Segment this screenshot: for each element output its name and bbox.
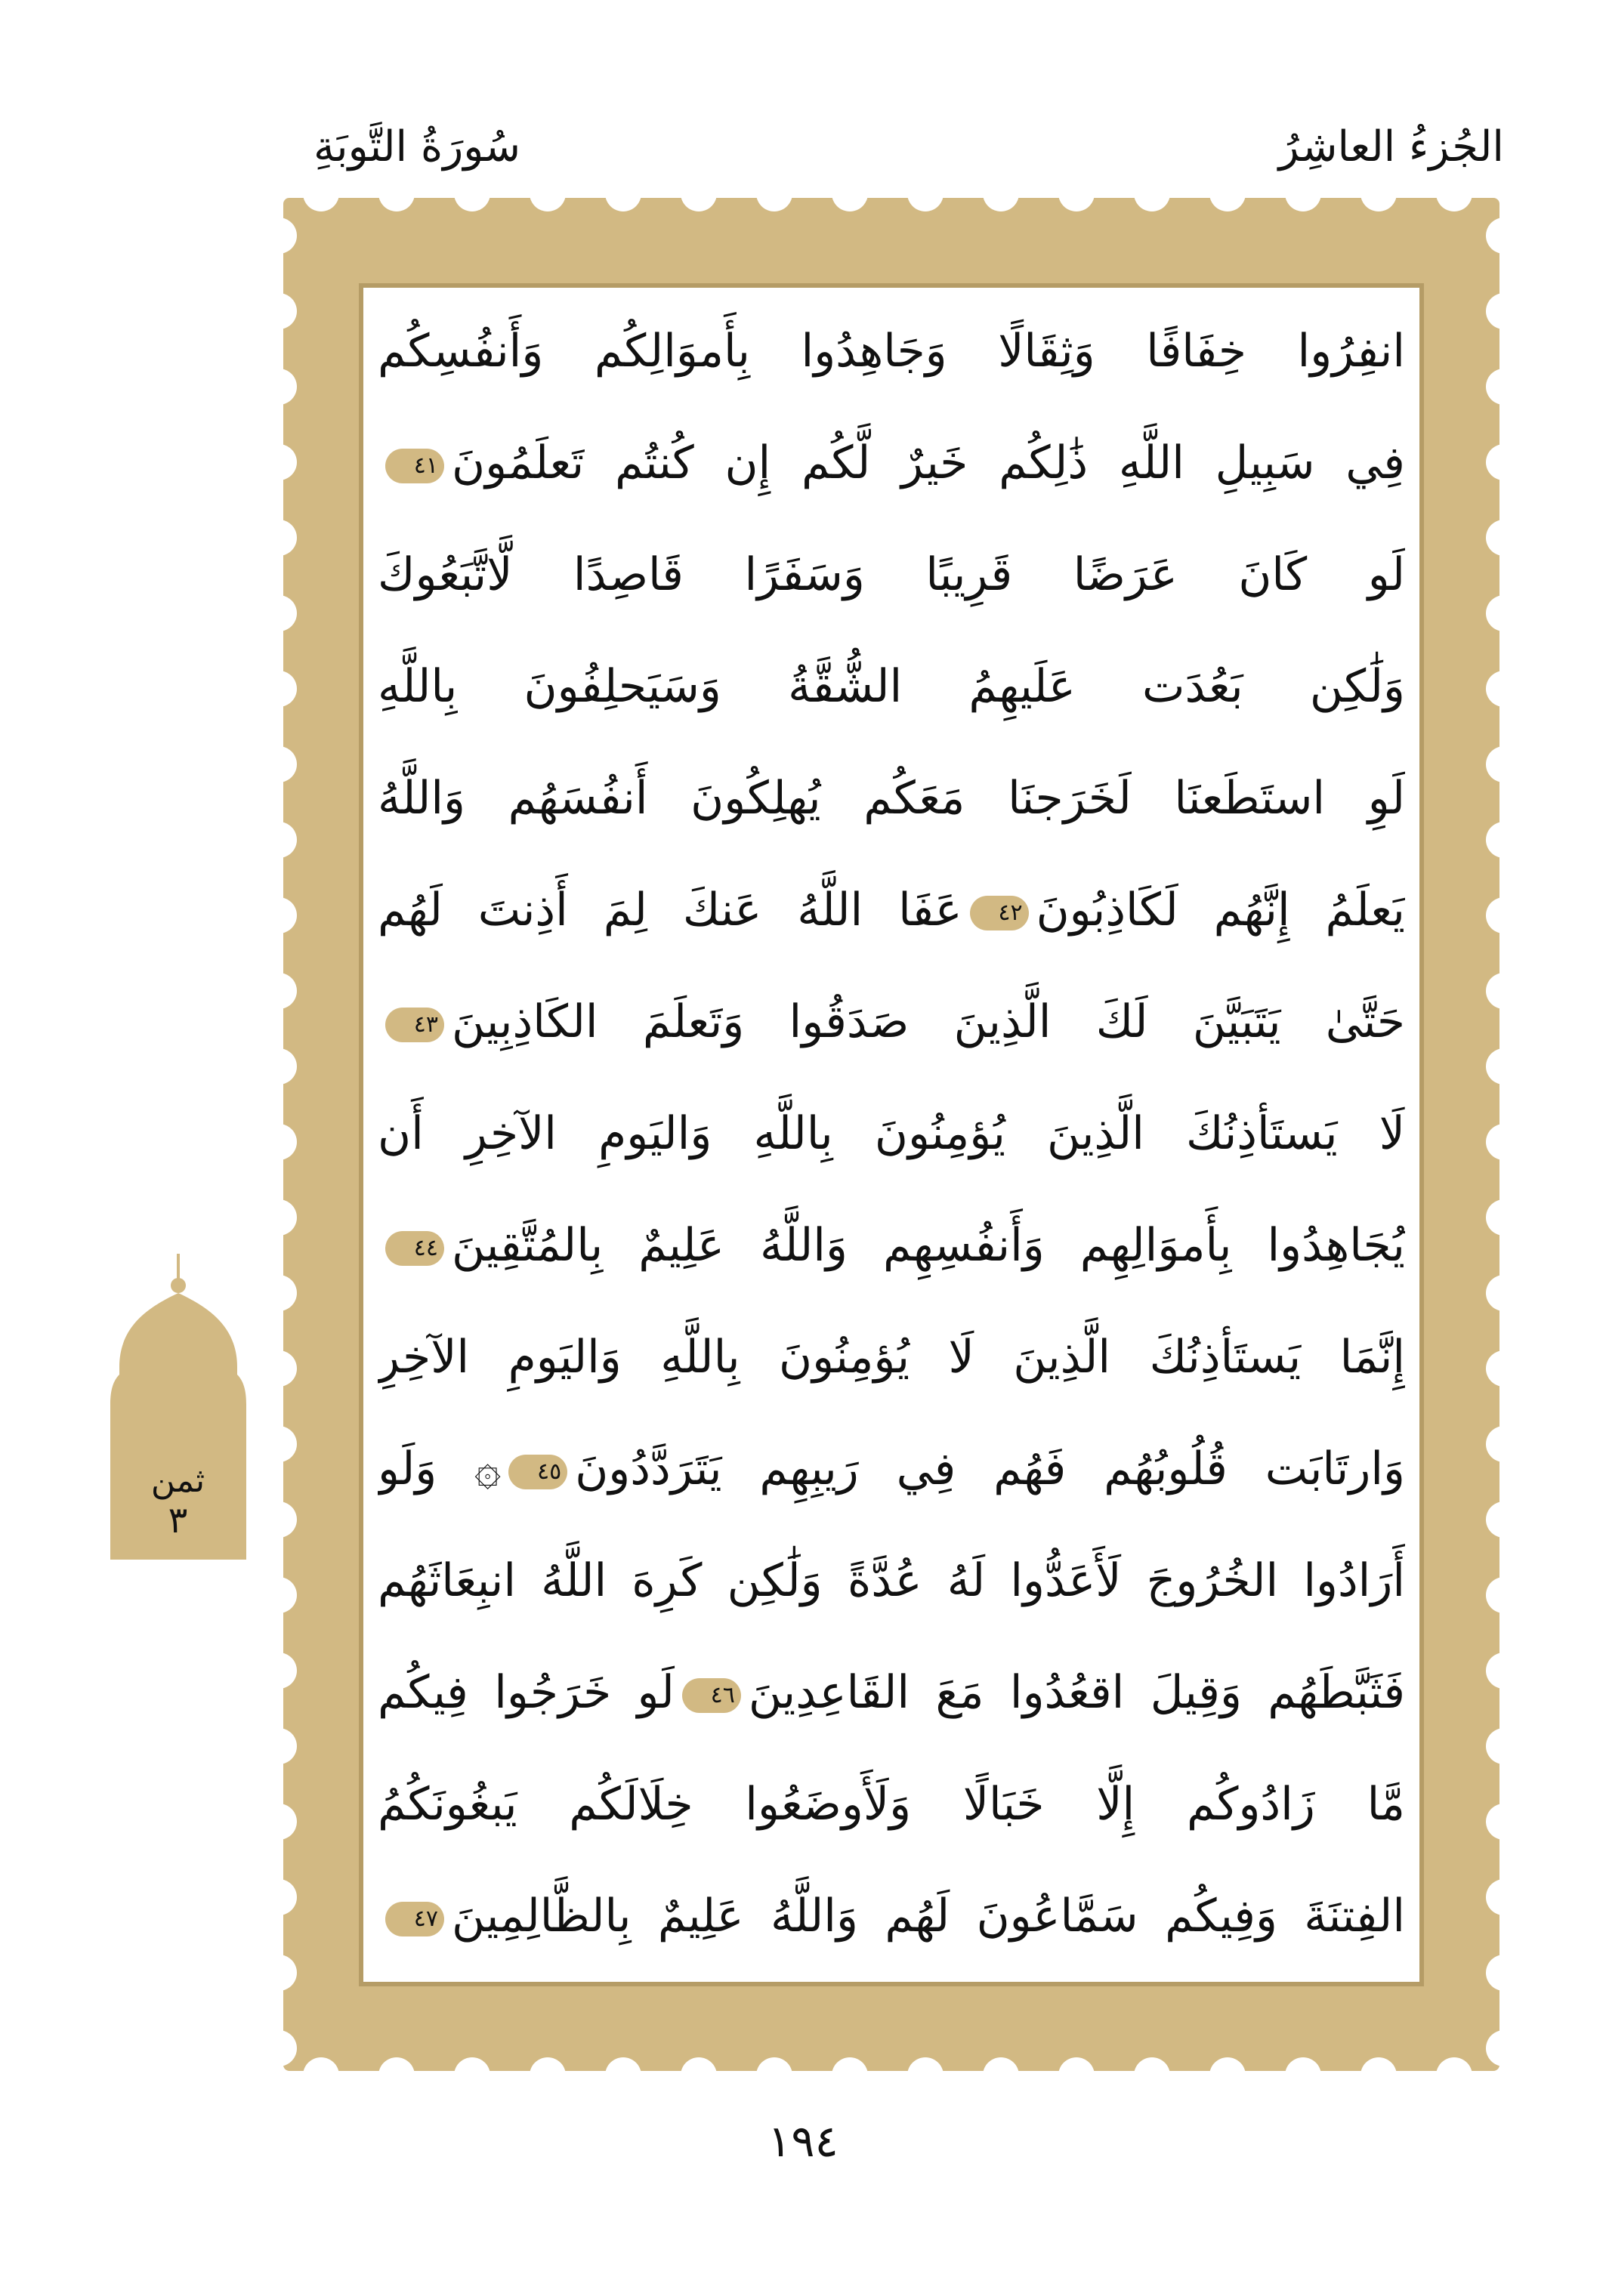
verse-line: انفِرُوا خِفَافًا وَثِقَالًا وَجَاهِدُوا بِأَموَالِكُم وَأَنفُسِكُم	[378, 325, 1405, 378]
ayah-marker: ٤٧	[385, 1902, 444, 1936]
verse-line: لَا يَستَأذِنُكَ الَّذِينَ يُؤمِنُونَ بِاللَّهِ وَاليَومِ الآخِرِ أَن	[378, 1107, 1405, 1160]
page-number: ١٩٤	[767, 2115, 839, 2167]
ayah-marker: ٤٦	[682, 1678, 741, 1713]
verse-line: أَرَادُوا الخُرُوجَ لَأَعَدُّوا لَهُ عُدَّةً وَلَٰكِن كَرِهَ اللَّهُ انبِعَاثَهُم	[378, 1554, 1405, 1607]
hizb-number: ٣	[168, 1499, 188, 1541]
juz-title: الجُزءُ العاشِرُ	[1278, 122, 1504, 171]
verse-line: مَّا زَادُوكُم إِلَّا خَبَالًا وَلَأَوضَعُوا خِلَالَكُم يَبغُونَكُمُ	[378, 1778, 1405, 1831]
verse-block	[378, 298, 1405, 1971]
verse-line: الفِتنَةَ وَفِيكُم سَمَّاعُونَ لَهُم وَاللَّهُ عَلِيمٌ بِالظَّالِمِينَ٤٧	[378, 1863, 1405, 1969]
verse-line: لَوِ استَطَعنَا لَخَرَجنَا مَعَكُم يُهلِكُونَ أَنفُسَهُم وَاللَّهُ	[378, 772, 1405, 825]
surah-title: سُورَةُ التَّوبَةِ	[313, 122, 521, 171]
verse-line: إِنَّمَا يَستَأذِنُكَ الَّذِينَ لَا يُؤمِنُونَ بِاللَّهِ وَاليَومِ الآخِرِ	[378, 1331, 1405, 1384]
ayah-marker: ٤٤	[385, 1231, 444, 1266]
ayah-marker: ٤٢	[970, 896, 1029, 930]
verse-line: يَعلَمُ إِنَّهُم لَكَاذِبُونَ٤٢عَفَا اللَّهُ عَنكَ لِمَ أَذِنتَ لَهُم	[378, 884, 1405, 937]
verse-line: حَتَّىٰ يَتَبَيَّنَ لَكَ الَّذِينَ صَدَقُوا وَتَعلَمَ الكَاذِبِينَ٤٣	[378, 969, 1405, 1075]
verse-line: وَلَٰكِن بَعُدَت عَلَيهِمُ الشُّقَّةُ وَسَيَحلِفُونَ بِاللَّهِ	[378, 660, 1405, 713]
hizb-label: ثمن	[150, 1461, 205, 1500]
verse-line: لَو كَانَ عَرَضًا قَرِيبًا وَسَفَرًا قَاصِدًا لَّاتَّبَعُوكَ	[378, 548, 1405, 601]
verse-line: فِي سَبِيلِ اللَّهِ ذَٰلِكُم خَيرٌ لَّكُم إِن كُنتُم تَعلَمُونَ٤١	[378, 410, 1405, 516]
ayah-marker: ٤٥	[508, 1455, 567, 1489]
ayah-marker: ٤١	[385, 449, 444, 483]
verse-line: يُجَاهِدُوا بِأَموَالِهِم وَأَنفُسِهِم وَاللَّهُ عَلِيمٌ بِالمُتَّقِينَ٤٤	[378, 1193, 1405, 1298]
ayah-marker: ٤٣	[385, 1008, 444, 1042]
verse-line: وَارتَابَت قُلُوبُهُم فَهُم فِي رَيبِهِم يَتَرَدَّدُونَ٤٥۞ وَلَو	[378, 1443, 1405, 1495]
verse-line: فَثَبَّطَهُم وَقِيلَ اقعُدُوا مَعَ القَاعِدِينَ٤٦لَو خَرَجُوا فِيكُم	[378, 1666, 1405, 1719]
